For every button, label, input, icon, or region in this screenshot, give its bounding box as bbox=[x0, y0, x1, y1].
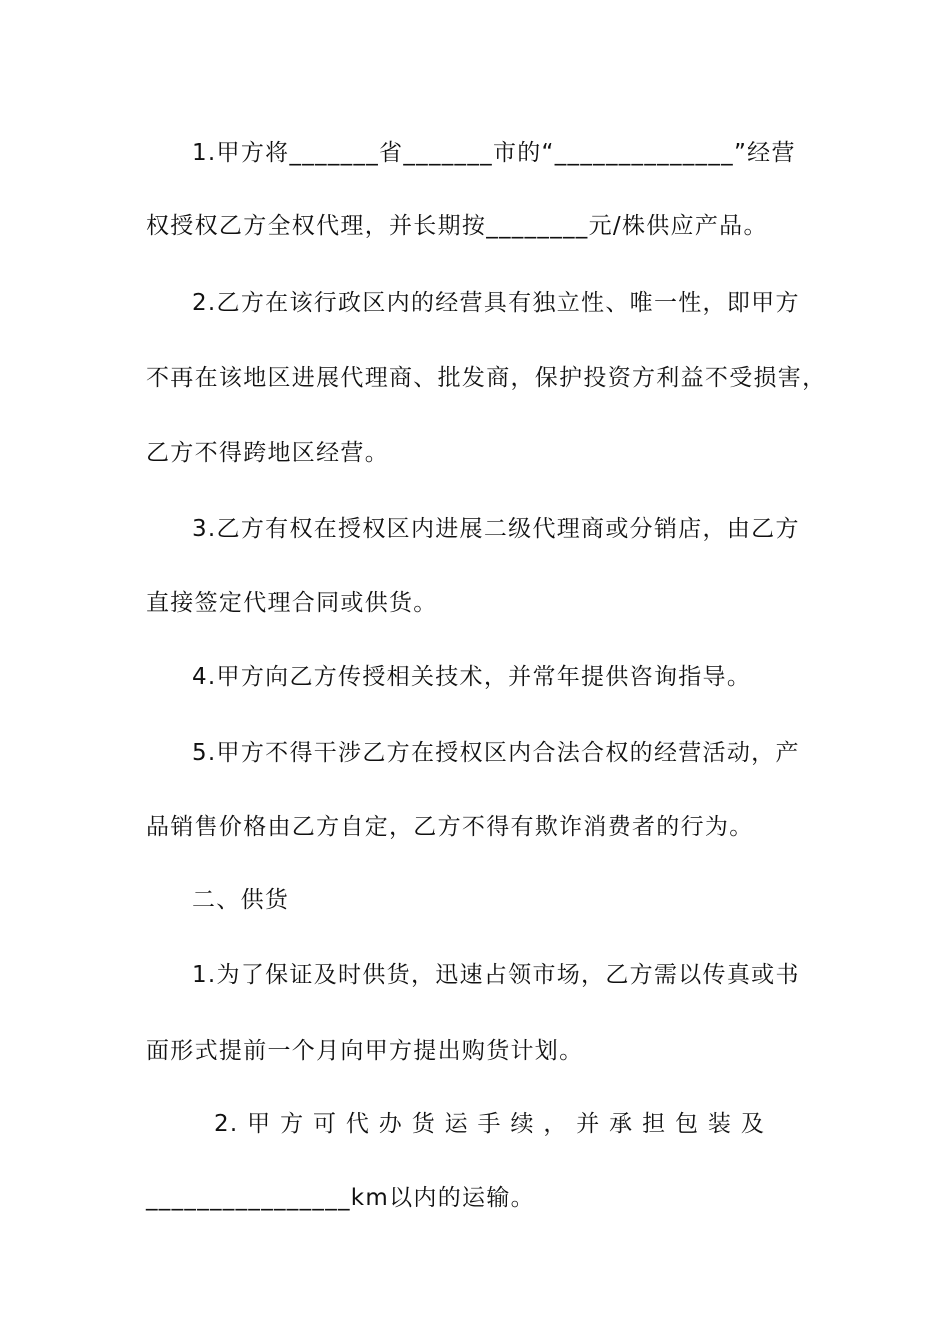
supply-clause-2-line-2: ________________km以内的运输。 bbox=[146, 1185, 535, 1211]
clause-4-line-1: 4.甲方向乙方传授相关技术，并常年提供咨询指导。 bbox=[192, 664, 752, 690]
clause-3-line-2: 直接签定代理合同或供货。 bbox=[146, 590, 438, 616]
supply-clause-1-line-2: 面形式提前一个月向甲方提出购货计划。 bbox=[146, 1038, 584, 1064]
clause-3-line-1: 3.乙方有权在授权区内进展二级代理商或分销店，由乙方 bbox=[192, 516, 800, 542]
clause-2-line-2: 不再在该地区进展代理商、批发商，保护投资方利益不受损害， bbox=[146, 365, 827, 391]
supply-clause-2-line-1: 2. 甲 方 可 代 办 货 运 手 续 ， 并 承 担 包 装 及 bbox=[214, 1111, 766, 1137]
clause-5-line-1: 5.甲方不得干涉乙方在授权区内合法合权的经营活动，产 bbox=[192, 740, 800, 766]
clause-5-line-2: 品销售价格由乙方自定，乙方不得有欺诈消费者的行为。 bbox=[146, 814, 754, 840]
clause-1-line-1: 1.甲方将_______省_______市的“______________”经营 bbox=[192, 140, 796, 166]
clause-2-line-3: 乙方不得跨地区经营。 bbox=[146, 440, 389, 466]
clause-2-line-1: 2.乙方在该行政区内的经营具有独立性、唯一性，即甲方 bbox=[192, 290, 800, 316]
section-heading-supply: 二、供货 bbox=[192, 887, 290, 913]
supply-clause-1-line-1: 1.为了保证及时供货，迅速占领市场，乙方需以传真或书 bbox=[192, 962, 800, 988]
clause-1-line-2: 权授权乙方全权代理，并长期按________元/株供应产品。 bbox=[146, 213, 768, 239]
